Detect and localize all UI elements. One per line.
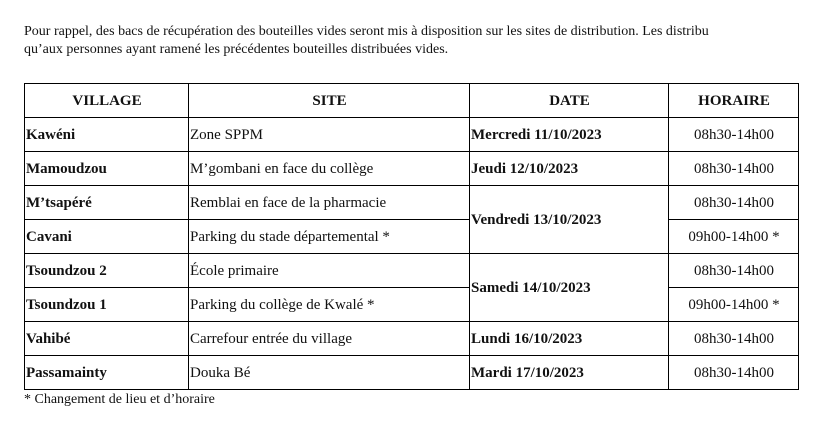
hours-cell: 08h30-14h00	[669, 254, 799, 288]
table-row	[25, 220, 799, 254]
hours-cell: 08h30-14h00	[669, 356, 799, 390]
village-cell: M’tsapéré	[25, 186, 189, 220]
table-row	[25, 356, 799, 390]
date-cell: Lundi 16/10/2023	[470, 322, 669, 356]
table-row	[25, 254, 799, 288]
site-cell: Parking du collège de Kwalé *	[189, 288, 470, 322]
header-date: DATE	[470, 84, 669, 118]
header-hours: HORAIRE	[669, 84, 799, 118]
date-cell: Vendredi 13/10/2023	[470, 186, 669, 254]
cropped-heading-line	[24, 0, 838, 2]
village-cell: Tsoundzou 2	[25, 254, 189, 288]
distribution-schedule-table	[24, 83, 799, 390]
table-row	[25, 186, 799, 220]
site-cell: Carrefour entrée du village	[189, 322, 470, 356]
header-village: VILLAGE	[25, 84, 189, 118]
site-cell: Parking du stade départemental *	[189, 220, 470, 254]
table-row	[25, 118, 799, 152]
site-cell: École primaire	[189, 254, 470, 288]
village-cell: Tsoundzou 1	[25, 288, 189, 322]
hours-cell: 08h30-14h00	[669, 118, 799, 152]
intro-line-2: qu’aux personnes ayant ramené les précédentes bouteilles distribuées vides.	[24, 42, 449, 57]
footnote: * Changement de lieu et d’horaire	[24, 392, 215, 407]
date-cell: Mardi 17/10/2023	[470, 356, 669, 390]
hours-cell: 09h00-14h00 *	[669, 220, 799, 254]
table-row	[25, 322, 799, 356]
intro-paragraph	[24, 23, 838, 59]
site-cell: M’gombani en face du collège	[189, 152, 470, 186]
village-cell: Passamainty	[25, 356, 189, 390]
header-site: SITE	[189, 84, 470, 118]
site-cell: Remblai en face de la pharmacie	[189, 186, 470, 220]
village-cell: Mamoudzou	[25, 152, 189, 186]
site-cell: Zone SPPM	[189, 118, 470, 152]
table-row	[25, 288, 799, 322]
hours-cell: 08h30-14h00	[669, 152, 799, 186]
village-cell: Cavani	[25, 220, 189, 254]
village-cell: Vahibé	[25, 322, 189, 356]
hours-cell: 08h30-14h00	[669, 186, 799, 220]
intro-line-1: Pour rappel, des bacs de récupération des bouteilles vides seront mis à disposition sur les sites de distribution. Les distribu	[24, 24, 709, 39]
hours-cell: 09h00-14h00 *	[669, 288, 799, 322]
table-row	[25, 152, 799, 186]
site-cell: Douka Bé	[189, 356, 470, 390]
village-cell: Kawéni	[25, 118, 189, 152]
date-cell: Jeudi 12/10/2023	[470, 152, 669, 186]
table-header-row	[25, 84, 799, 118]
hours-cell: 08h30-14h00	[669, 322, 799, 356]
date-cell: Samedi 14/10/2023	[470, 254, 669, 322]
date-cell: Mercredi 11/10/2023	[470, 118, 669, 152]
